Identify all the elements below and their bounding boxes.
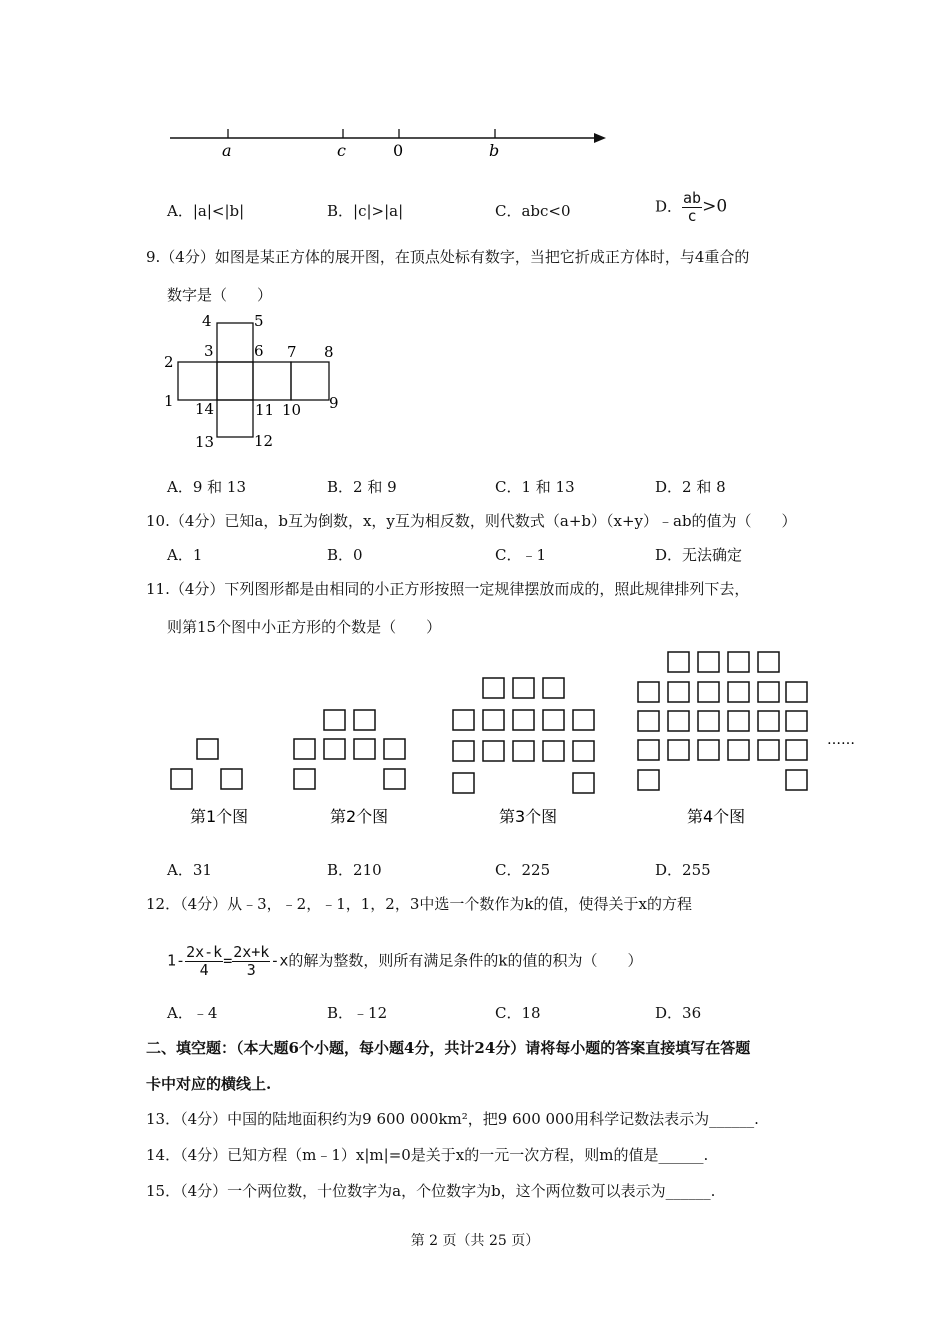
- q11-option-c[interactable]: C．225: [495, 861, 551, 879]
- q12-option-d[interactable]: D．36: [655, 1004, 702, 1022]
- q13-text: 13．（4分）中国的陆地面积约为9 600 000km²，把9 600 000用科学记数法表示为______.: [146, 1110, 759, 1128]
- axis-label-b: b: [489, 141, 500, 160]
- vertex-label: 11: [255, 401, 275, 419]
- q15-text: 15．（4分）一个两位数，十位数字为a，个位数字为b，这个两位数可以表示为______.: [146, 1182, 716, 1200]
- caption-fig2: 第2个图: [330, 807, 389, 826]
- q9-text-line2: 数字是（ ）: [167, 286, 273, 304]
- frac-num: ab: [683, 189, 702, 207]
- vertex-label: 9: [329, 394, 339, 412]
- q11-text-line2: 则第15个图中小正方形的个数是（ ）: [167, 618, 442, 636]
- eq-fraction-2: [232, 944, 270, 979]
- q8-option-d-suffix: >0: [702, 196, 728, 217]
- caption-fig4: 第4个图: [687, 807, 746, 826]
- q10-option-b[interactable]: B．0: [327, 546, 363, 564]
- q12-option-c[interactable]: C．18: [495, 1004, 541, 1022]
- frac-den: c: [687, 207, 697, 225]
- vertex-label: 10: [282, 401, 302, 419]
- q10-option-d[interactable]: D．无法确定: [655, 546, 743, 564]
- q12-option-a[interactable]: A．﹣4: [167, 1004, 218, 1022]
- q12-equation-line: [167, 944, 643, 979]
- eq-one: 1-: [167, 951, 186, 970]
- q9-option-a[interactable]: A．9 和 13: [167, 478, 246, 496]
- vertex-label: 8: [324, 343, 334, 361]
- cube-net-figure: [160, 310, 350, 455]
- q11-option-b[interactable]: B．210: [327, 861, 382, 879]
- caption-fig3: 第3个图: [499, 807, 558, 826]
- q10-option-a[interactable]: A．1: [167, 546, 203, 564]
- q8-option-c[interactable]: C．abc<0: [495, 202, 571, 220]
- vertex-label: 6: [254, 342, 264, 360]
- square-pattern-figure: [0, 640, 950, 840]
- q12-option-b[interactable]: B．﹣12: [327, 1004, 388, 1022]
- q9-option-c[interactable]: C．1 和 13: [495, 478, 575, 496]
- section2-heading-line1: 二、填空题：（本大题6个小题，每小题4分，共计24分）请将每小题的答案直接填写在答题: [146, 1039, 751, 1057]
- axis-label-a: a: [222, 141, 232, 160]
- page-footer: 第 2 页（共 25 页）: [410, 1233, 540, 1249]
- q8-option-d[interactable]: [655, 190, 727, 225]
- vertex-label: 4: [202, 312, 212, 330]
- frac-num: 2x+k: [233, 943, 270, 961]
- caption-fig1: 第1个图: [190, 807, 249, 826]
- eq-fraction-1: [185, 944, 223, 979]
- q9-text-line1: 9.（4分）如图是某正方体的展开图，在顶点处标有数字，当把它折成正方体时，与4重合的: [146, 248, 750, 266]
- q8-option-d-fraction: [682, 190, 702, 225]
- vertex-label: 13: [195, 433, 215, 451]
- vertex-label: 3: [204, 342, 214, 360]
- vertex-label: 12: [254, 432, 274, 450]
- frac-den: 3: [246, 961, 256, 979]
- vertex-label: 7: [287, 343, 297, 361]
- q11-text-line1: 11.（4分）下列图形都是由相同的小正方形按照一定规律摆放而成的，照此规律排列下去，: [146, 580, 750, 598]
- q10-text: 10.（4分）已知a，b互为倒数，x，y互为相反数，则代数式（a+b）（x+y）﹣ab的值为（ ）: [146, 512, 797, 530]
- q8-option-d-prefix: D．: [655, 197, 683, 216]
- axis-label-c: c: [337, 141, 346, 160]
- eq-tail: -x: [270, 951, 289, 970]
- number-line-figure: [160, 118, 620, 168]
- q8-option-a[interactable]: A．|a|<|b|: [167, 202, 245, 220]
- q8-option-b[interactable]: B．|c|>|a|: [327, 202, 404, 220]
- q11-option-d[interactable]: D．255: [655, 861, 711, 879]
- vertex-label: 1: [164, 392, 174, 410]
- q12-text-line1: 12．（4分）从﹣3，﹣2，﹣1，1，2，3中选一个数作为k的值，使得关于x的方程: [146, 895, 692, 913]
- section2-heading-line2: 卡中对应的横线上.: [146, 1075, 272, 1093]
- vertex-label: 2: [164, 353, 174, 371]
- q11-option-a[interactable]: A．31: [167, 861, 212, 879]
- vertex-label: 5: [254, 312, 264, 330]
- frac-num: 2x-k: [186, 943, 223, 961]
- pattern-ellipsis: ……: [827, 732, 855, 748]
- q14-text: 14．（4分）已知方程（m﹣1）x|m|=0是关于x的一元一次方程，则m的值是______.: [146, 1146, 709, 1164]
- frac-den: 4: [199, 961, 209, 979]
- q9-option-b[interactable]: B．2 和 9: [327, 478, 397, 496]
- q12-text-line2: 的解为整数，则所有满足条件的k的值的积为（ ）: [288, 951, 643, 970]
- vertex-label: 14: [195, 400, 215, 418]
- q9-option-d[interactable]: D．2 和 8: [655, 478, 726, 496]
- q10-option-c[interactable]: C．﹣1: [495, 546, 547, 564]
- axis-label-0: 0: [393, 141, 404, 160]
- eq-equals: =: [223, 951, 233, 970]
